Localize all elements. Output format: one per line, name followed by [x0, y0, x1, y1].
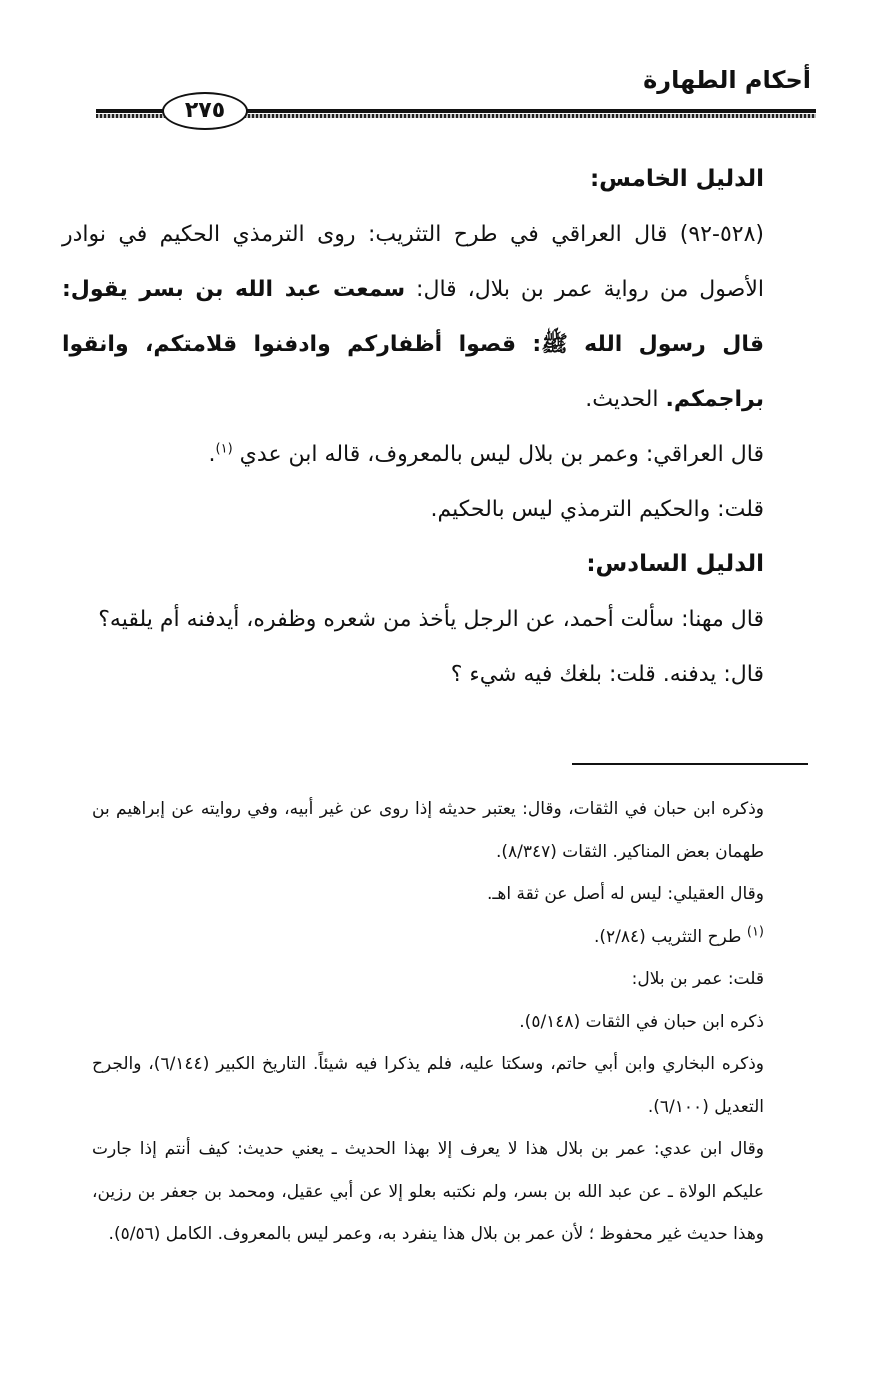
iraqi-comment-text: قال العراقي: وعمر بن بلال ليس بالمعروف، قاله ابن عدي: [239, 442, 764, 467]
paragraph-hadith-528: [62, 207, 810, 427]
iraqi-comment-end: .: [208, 442, 216, 467]
paragraph-hadith-528-end: الحديث.: [585, 387, 666, 412]
paragraph-answer: قال: يدفنه. قلت: بلغك فيه شيء ؟: [450, 662, 764, 687]
hadith-quote: سمعت عبد الله بن بسر يقول: قال رسول الله ﷺ: قصوا أظفاركم وادفنوا قلامتكم، وانقوا براجمكم.: [62, 277, 764, 412]
main-text: [62, 152, 810, 702]
footnote-1-text: طرح التثريب (٢/٨٤).: [593, 926, 747, 947]
footnote-1-marker: (١): [746, 923, 764, 939]
running-title: أحكام الطهارة: [643, 66, 811, 94]
footnote-note-umar: قلت: عمر بن بلال:: [631, 969, 764, 989]
footnotes: [92, 788, 810, 1256]
heading-sixth-evidence: الدليل السادس:: [586, 551, 764, 577]
paragraph-muhanna-question: قال مهنا: سألت أحمد، عن الرجل يأخذ من شعره وظفره، أيدفنه أم يلقيه؟: [98, 607, 764, 632]
footnote-ibn-adi: وقال ابن عدي: عمر بن بلال هذا لا يعرف إلا بهذا الحديث ـ يعني حديث: كيف أنتم إذا جارت عليكم الولاة ـ عن عبد الله بن بسر، ولم نكتبه بعلو إلا عن أبي عقيل، ومحمد بن جعفر بن رزين، وهذا حديث غير محفوظ ؛ لأن عمر بن بلال هذا ينفرد به، وعمر ليس بالمعروف. الكامل (٥/٥٦).: [92, 1139, 764, 1244]
footnote-ref-1: (١): [215, 441, 233, 457]
footnote-ibn-hibban: وذكره ابن حبان في الثقات، وقال: يعتبر حديثه إذا روى عن غير أبيه، وفي روايته عن إبراهيم بن طهمان بعض المناكير. الثقات (٨/٣٤٧).: [92, 799, 764, 862]
heading-fifth-evidence: الدليل الخامس:: [589, 166, 764, 192]
footnote-ibn-hibban-thiqat: ذكره ابن حبان في الثقات (٥/١٤٨).: [519, 1011, 764, 1032]
page-number: ٢٧٥: [162, 92, 248, 130]
paragraph-hadith-528-intro: (٥٢٨-٩٢) قال العراقي في طرح التثريب: روى الترمذي الحكيم في نوادر الأصول من رواية عمر بن بلال، قال:: [62, 222, 764, 302]
footnote-uqaili: وقال العقيلي: ليس له أصل عن ثقة اهـ.: [487, 884, 764, 904]
paragraph-author-comment: قلت: والحكيم الترمذي ليس بالحكيم.: [430, 497, 764, 522]
paragraph-iraqi-comment: [62, 427, 810, 482]
footnote-1: [92, 916, 810, 959]
footnote-separator: [572, 763, 808, 765]
footnote-bukhari: وذكره البخاري وابن أبي حاتم، وسكتا عليه، فلم يذكرا فيه شيئاً. التاريخ الكبير (٦/١٤٤)، والجرح التعديل (٦/١٠٠).: [92, 1054, 764, 1117]
